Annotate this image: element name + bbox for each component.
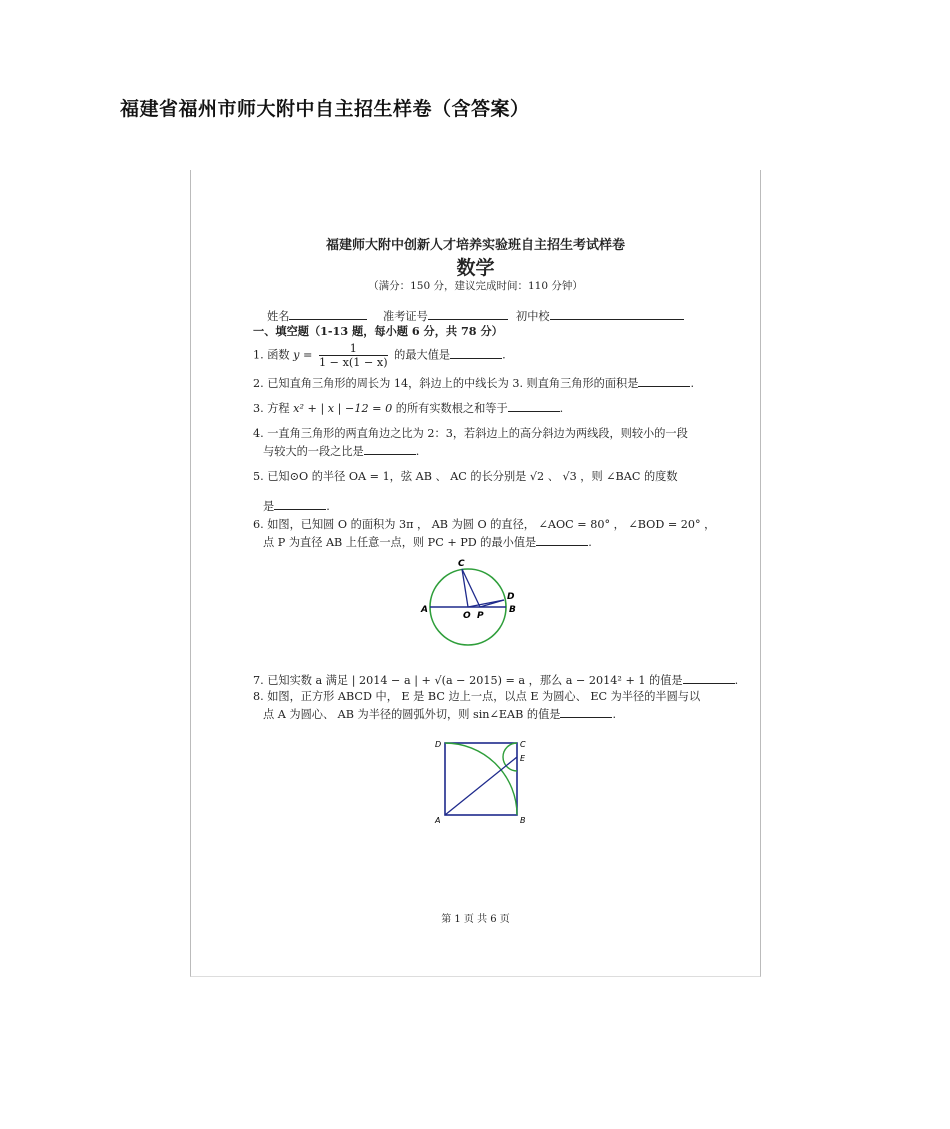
question-4-line-2: 与较大的一段之比是 . [263,445,420,458]
segment-ae [445,757,517,815]
question-5-line-1: 5. 已知⊙O 的半径 OA = 1，弦 AB 、 AC 的长分别是 √2 、 √3 ，则 ∠BAC 的度数 [253,470,678,483]
circle-figure [419,555,539,655]
section-heading: 一、填空题（1-13 题，每小题 6 分，共 78 分） [253,324,503,338]
label-o: O [463,611,471,621]
label-e: E [520,754,526,763]
label-c: C [520,740,526,749]
question-6-line-2: 点 P 为直径 AB 上任意一点，则 PC + PD 的最小值是 . [263,536,592,549]
name-field: 姓名 [267,308,367,324]
question-4-line-1: 4. 一直角三角形的两直角边之比为 2：3，若斜边上的高分斜边为两线段，则较小的一段 [253,427,688,440]
label-d: D [507,592,515,602]
question-7: 7. 已知实数 a 满足 | 2014 − a | + √(a − 2015) = a ，那么 a − 2014² + 1 的值是 . [253,674,739,687]
label-c: C [458,559,465,569]
question-8-line-1: 8. 如图，正方形 ABCD 中， E 是 BC 边上一点，以点 E 为圆心、 EC 为半径的半圆与以 [253,690,701,703]
square-figure [431,735,531,830]
label-a: A [421,605,428,615]
label-d: D [435,740,442,749]
label-p: P [477,611,484,621]
label-b: B [509,605,516,615]
question-1: 1. 函数 y = $\frac{1}{1 - x(1 - x)}$ 的最大值是 . [253,342,506,369]
question-3: 3. 方程 x² + | x | −12 = 0 的所有实数根之和等于 . [253,402,564,415]
question-6-line-1: 6. 如图，已知圆 O 的面积为 3π ， AB 为圆 O 的直径， ∠AOC = 80° ， ∠BOD = 20° ， [253,518,716,531]
scanned-exam-page [190,170,761,977]
exam-subject: 数学 [456,257,495,279]
document-title: 福建省福州市师大附中自主招生样卷（含答案） [120,98,530,120]
exam-meta: （满分：150 分，建议完成时间：110 分钟） [368,280,583,292]
segment-od [468,600,504,607]
exam-title: 福建师大附中创新人才培养实验班自主招生考试样卷 [325,238,625,253]
question-8-line-2: 点 A 为圆心、 AB 为半径的圆弧外切，则 sin∠EAB 的值是 . [263,708,617,721]
exam-id-field: 准考证号 [383,308,508,324]
square-abcd [445,743,517,815]
label-b: B [520,816,526,825]
arc-a [445,743,517,815]
question-2: 2. 已知直角三角形的周长为 14，斜边上的中线长为 3. 则直角三角形的面积是 . [253,377,694,390]
school-field: 初中校 [516,308,684,324]
fraction: $\frac{1}{1 - x(1 - x)}$ [319,342,388,369]
label-a: A [435,816,441,825]
page-footer: 第 1 页 共 6 页 [441,914,510,925]
question-5-line-2: 是 . [263,500,330,513]
